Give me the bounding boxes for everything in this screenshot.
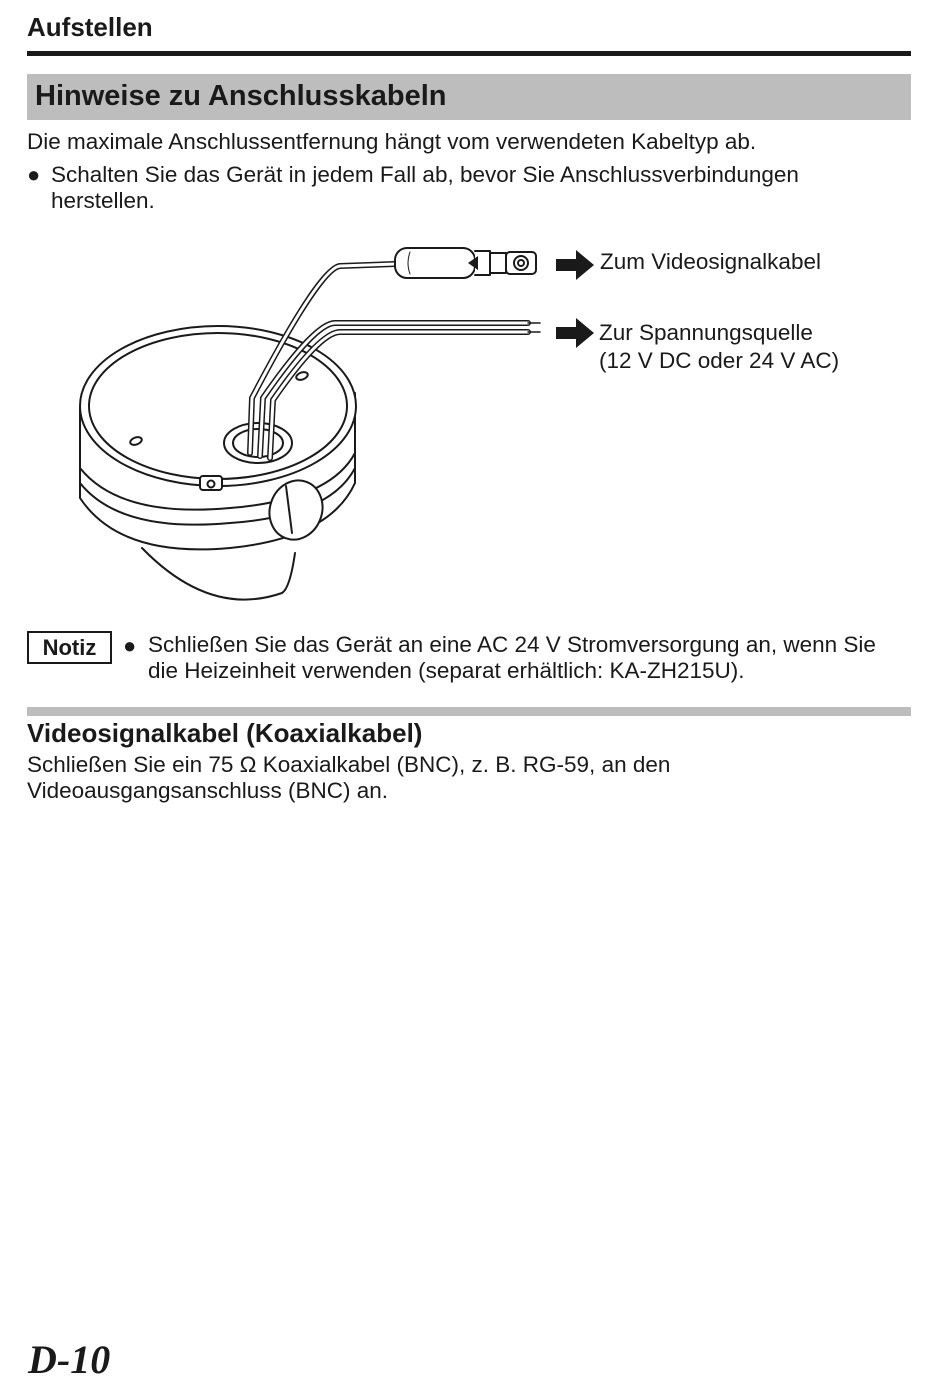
intro-paragraph: Die maximale Anschlussentfernung hängt vom verwendeten Kabeltyp ab. [27,129,757,154]
note-text: Schließen Sie das Gerät an eine AC 24 V Stromversorgung an, wenn Sie die Heizeinheit verwenden (separat erhältlich: KA-ZH215U). [148,632,876,683]
page-number: D-10 [28,1337,111,1382]
power-source-spec: (12 V DC oder 24 V AC) [599,348,840,373]
camera-cable-illustration [60,228,620,613]
arrow-right-icon [556,318,594,348]
subsection-title: Videosignalkabel (Koaxialkabel) [27,718,423,748]
subsection-divider [27,707,911,716]
bullet-dot: ● [27,162,41,187]
arrow-right-icon [556,250,594,280]
note-tag: Notiz [27,631,112,664]
bullet-item: Schalten Sie das Gerät in jedem Fall ab, bevor Sie Anschlussverbindungen herstellen. [51,162,799,213]
chapter-divider [27,51,911,56]
bullet-dot: ● [123,633,137,658]
section-title: Hinweise zu Anschlusskabeln [35,80,447,112]
video-cable-label: Zum Videosignalkabel [600,249,821,274]
chapter-heading: Aufstellen [27,12,153,42]
power-source-label: Zur Spannungsquelle [599,320,813,345]
subsection-paragraph: Schließen Sie ein 75 Ω Koaxialkabel (BNC), z. B. RG-59, an den Videoausgangsanschluss (BNC) an. [27,752,671,803]
